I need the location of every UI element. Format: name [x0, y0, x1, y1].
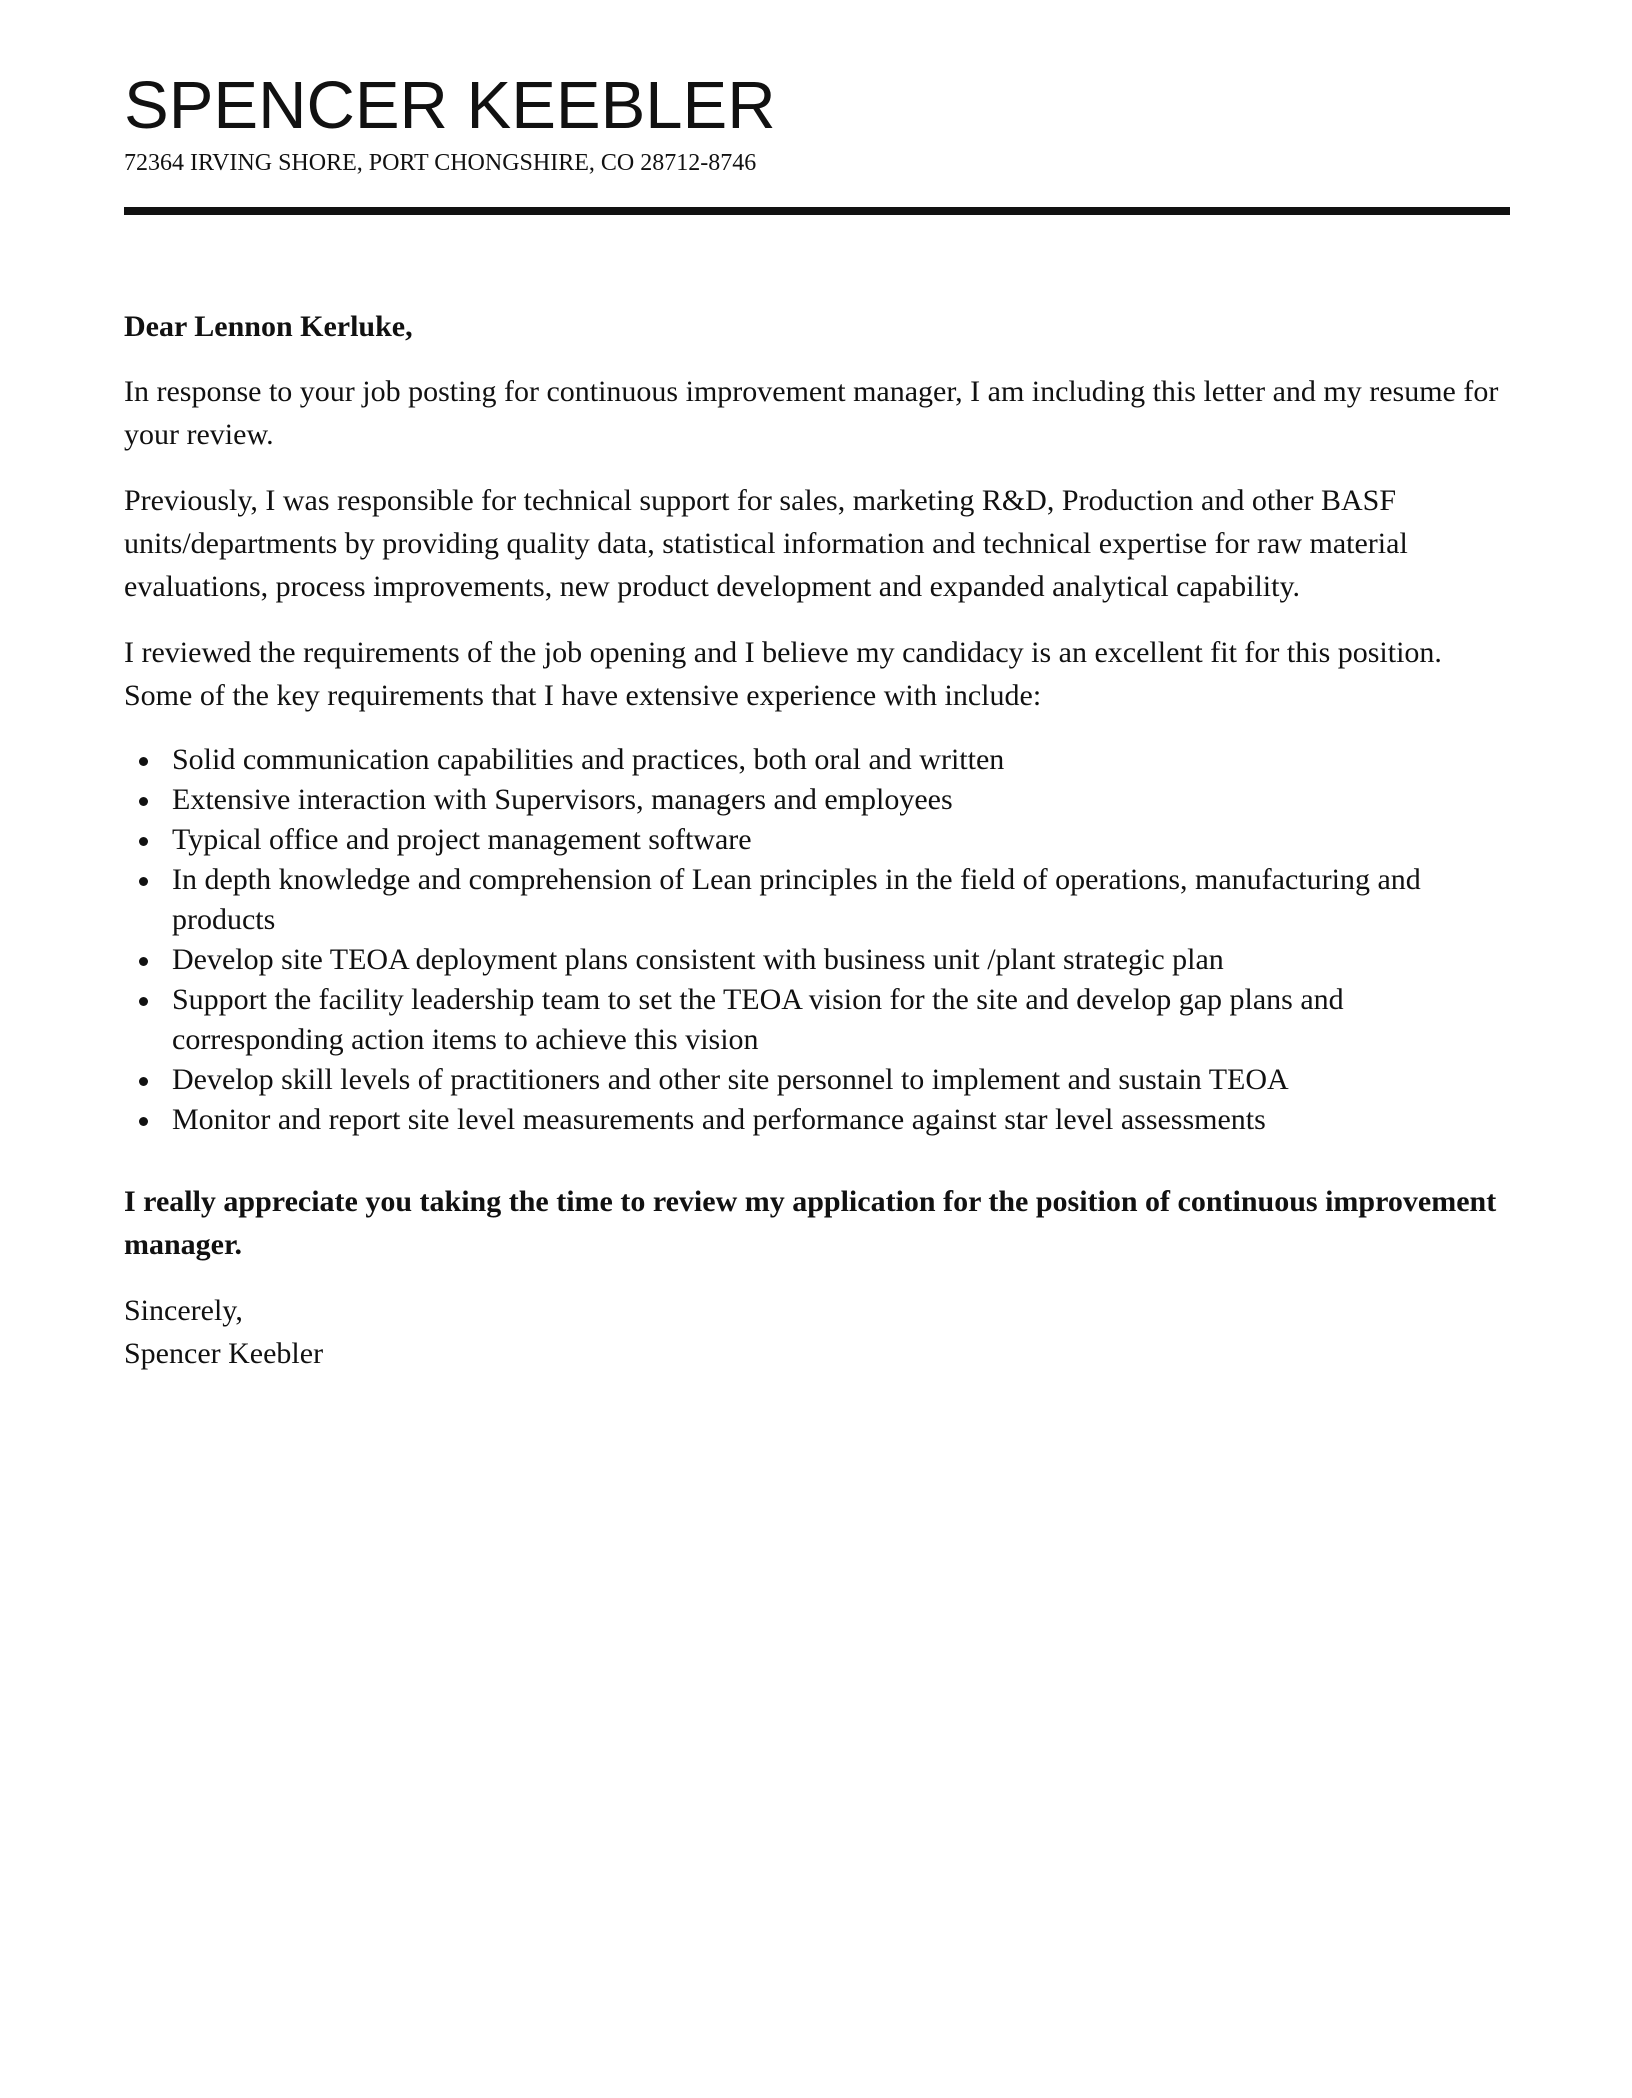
- closing-statement: I really appreciate you taking the time to review my application for the position of continuous improvement manager.: [124, 1185, 1497, 1261]
- experience-paragraph: Previously, I was responsible for technical support for sales, marketing R&D, Production and other BASF units/departments by providing quality data, statistical information and technical expertise for raw material evaluations, process improvements, new product development and expanded analytical capability.: [124, 484, 1408, 603]
- applicant-name: SPENCER KEEBLER: [124, 68, 776, 143]
- list-item: Monitor and report site level measurements and performance against star level assessments: [172, 1100, 1510, 1140]
- signature-name: Spencer Keebler: [124, 1337, 324, 1370]
- list-item: In depth knowledge and comprehension of Lean principles in the field of operations, manufacturing and products: [172, 860, 1510, 940]
- signoff: Sincerely,: [124, 1294, 243, 1327]
- list-item: Typical office and project management software: [172, 820, 1510, 860]
- header-divider: [124, 207, 1510, 215]
- requirements-list: [124, 740, 1510, 1140]
- salutation: Dear Lennon Kerluke,: [124, 310, 413, 343]
- list-item: Develop site TEOA deployment plans consistent with business unit /plant strategic plan: [172, 940, 1510, 980]
- list-item: Support the facility leadership team to set the TEOA vision for the site and develop gap plans and corresponding action items to achieve this vision: [172, 980, 1510, 1060]
- list-item: Solid communication capabilities and practices, both oral and written: [172, 740, 1510, 780]
- letter-body: [124, 305, 1510, 1375]
- requirements-paragraph: I reviewed the requirements of the job opening and I believe my candidacy is an excellent fit for this position. Some of the key requirements that I have extensive experience with include:: [124, 636, 1442, 712]
- applicant-address: 72364 IRVING SHORE, PORT CHONGSHIRE, CO 28712-8746: [124, 150, 757, 176]
- list-item: Develop skill levels of practitioners and other site personnel to implement and sustain TEOA: [172, 1060, 1510, 1100]
- list-item: Extensive interaction with Supervisors, managers and employees: [172, 780, 1510, 820]
- intro-paragraph: In response to your job posting for continuous improvement manager, I am including this letter and my resume for your review.: [124, 375, 1499, 451]
- cover-letter-page: [124, 0, 1508, 2098]
